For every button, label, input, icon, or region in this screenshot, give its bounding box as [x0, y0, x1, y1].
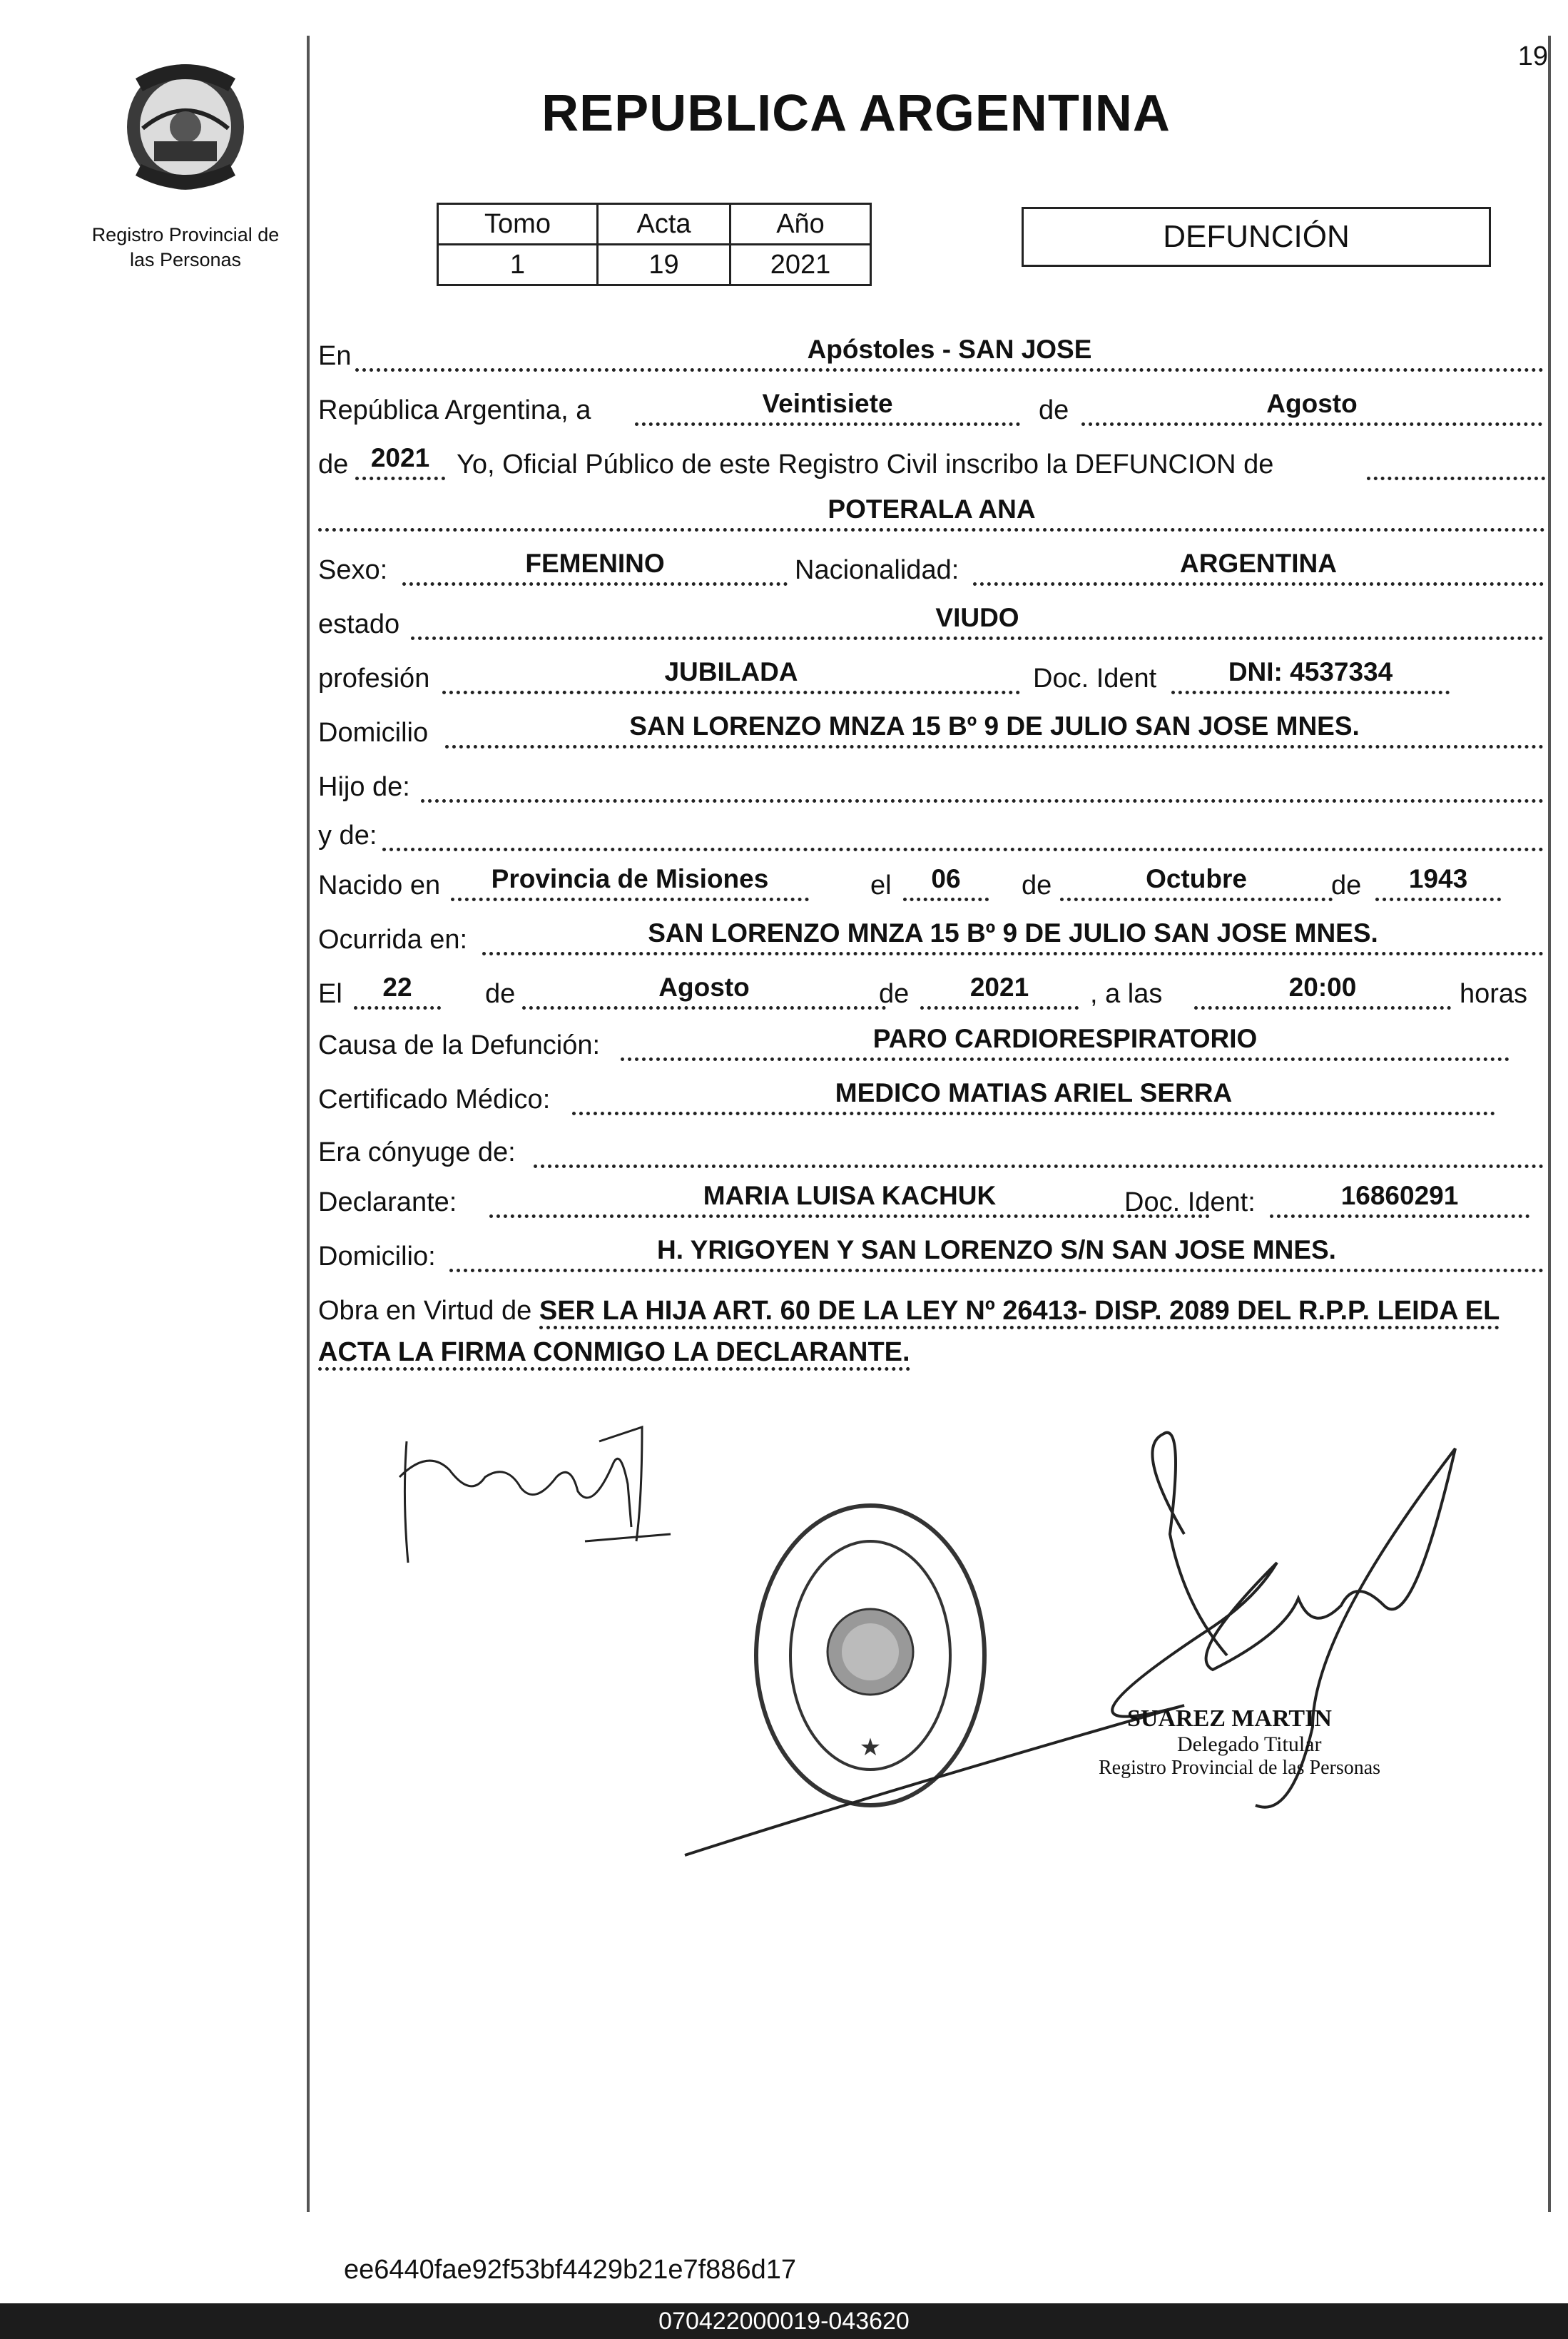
document-title: REPUBLICA ARGENTINA: [541, 85, 1171, 142]
def-de-label-1: de: [485, 979, 516, 1009]
horas-label: horas: [1460, 979, 1528, 1009]
row-anio: [318, 444, 1547, 487]
domicilio-label: Domicilio: [318, 718, 429, 748]
nacido-value: Provincia de Misiones: [451, 865, 809, 901]
official-signature: [671, 1420, 1484, 1884]
official-org: Registro Provincial de las Personas: [1099, 1757, 1381, 1779]
domicilio2-label: Domicilio:: [318, 1242, 436, 1272]
sexo-label: Sexo:: [318, 555, 388, 585]
el-label: el: [870, 871, 892, 900]
yde-value: [382, 815, 1544, 851]
row-sexo: [318, 549, 1547, 592]
conyuge-value: [534, 1132, 1544, 1168]
en-value: Apóstoles - SAN JOSE: [355, 335, 1544, 372]
declarante-signature: [385, 1420, 685, 1584]
row-yde: [318, 815, 1547, 858]
registro-line-2: las Personas: [129, 249, 242, 270]
ocurrida-label: Ocurrida en:: [318, 925, 468, 955]
row-declarante: [318, 1182, 1547, 1224]
tomo-value: 1: [438, 245, 598, 285]
estado-value: VIUDO: [411, 604, 1544, 640]
nac-anio-value: 1943: [1375, 865, 1501, 901]
nac-de-label-1: de: [1022, 871, 1052, 900]
def-mes-value: Agosto: [522, 973, 886, 1010]
hijo-value: [421, 766, 1544, 803]
cert-value: MEDICO MATIAS ARIEL SERRA: [572, 1079, 1495, 1115]
row-domicilio: [318, 712, 1547, 755]
nacido-label: Nacido en: [318, 871, 441, 900]
hora-value: 20:00: [1194, 973, 1451, 1010]
tomo-acta-anio-table: [437, 203, 872, 286]
official-stamp-text: [1099, 1705, 1484, 1780]
yo-text: Yo, Oficial Público de este Registro Civil inscribo la DEFUNCION de: [457, 450, 1274, 480]
hijo-label: Hijo de:: [318, 772, 410, 802]
profesion-value: JUBILADA: [442, 658, 1020, 694]
mes-value: Agosto: [1081, 390, 1542, 426]
domicilio-value: SAN LORENZO MNZA 15 Bº 9 DE JULIO SAN JOSE MNES.: [445, 712, 1544, 749]
doc2-value: 16860291: [1270, 1182, 1529, 1218]
de-label-2: de: [318, 450, 349, 480]
row-hijo: [318, 766, 1547, 809]
causa-value: PARO CARDIORESPIRATORIO: [621, 1025, 1510, 1061]
row-republica: [318, 390, 1547, 432]
nac-dia-value: 06: [903, 865, 989, 901]
dia-texto-value: Veintisiete: [635, 390, 1020, 426]
registro-provincial-caption: [78, 223, 292, 273]
official-name: SUAREZ MARTIN: [1127, 1705, 1332, 1732]
row-causa: [318, 1025, 1547, 1067]
row-conyuge: [318, 1132, 1547, 1174]
doc2-label: Doc. Ident:: [1124, 1187, 1256, 1217]
anio-value: 2021: [730, 245, 871, 285]
obra-value: SER LA HIJA ART. 60 DE LA LEY Nº 26413- DISP. 2089 DEL R.P.P. LEIDA EL ACTA LA FIRMA CONMIGO LA DECLARANTE.: [318, 1296, 1500, 1371]
def-anio-value: 2021: [920, 973, 1079, 1010]
estado-label: estado: [318, 609, 400, 639]
domicilio2-value: H. YRIGOYEN Y SAN LORENZO S/N SAN JOSE MNES.: [449, 1236, 1544, 1272]
conyuge-label: Era cónyuge de:: [318, 1137, 516, 1167]
nacionalidad-value: ARGENTINA: [973, 549, 1544, 586]
causa-label: Causa de la Defunción:: [318, 1030, 601, 1060]
nac-de-label-2: de: [1331, 871, 1362, 900]
alas-label: , a las: [1090, 979, 1163, 1009]
doc-value: DNI: 4537334: [1171, 658, 1450, 694]
row-profesion: [318, 658, 1547, 701]
el2-label: El: [318, 979, 342, 1009]
nac-mes-value: Octubre: [1060, 865, 1333, 901]
acta-header: Acta: [598, 204, 730, 245]
page-number: 19: [1517, 41, 1548, 71]
row-estado: [318, 604, 1547, 646]
row-fecha-defuncion: [318, 973, 1547, 1016]
registro-line-1: Registro Provincial de: [91, 224, 280, 245]
obra-en-virtud: [318, 1290, 1547, 1373]
row-nombre: [318, 495, 1547, 538]
declarante-label: Declarante:: [318, 1187, 457, 1217]
anio-header: Año: [730, 204, 871, 245]
de-label-1: de: [1039, 395, 1069, 425]
profesion-label: profesión: [318, 664, 430, 694]
yo-blank: [1367, 444, 1545, 480]
row-certificado: [318, 1079, 1547, 1122]
anio-value: 2021: [355, 444, 445, 480]
doc-label: Doc. Ident: [1033, 664, 1157, 694]
row-ocurrida: [318, 919, 1547, 962]
obra-label: Obra en Virtud de: [318, 1296, 532, 1326]
footer-code: 070422000019-043620: [658, 2308, 910, 2335]
acta-value: 19: [598, 245, 730, 285]
declarante-value: MARIA LUISA KACHUK: [489, 1182, 1210, 1218]
official-role: Delegado Titular: [1177, 1732, 1322, 1756]
document-hash: ee6440fae92f53bf4429b21e7f886d17: [344, 2255, 796, 2285]
sexo-value: FEMENINO: [402, 549, 788, 586]
nacionalidad-label: Nacionalidad:: [795, 555, 959, 585]
yde-label: y de:: [318, 821, 377, 851]
row-en: [318, 335, 1547, 378]
cert-label: Certificado Médico:: [318, 1085, 551, 1115]
right-margin-line: [1548, 36, 1551, 2212]
nombre-value: POTERALA ANA: [318, 495, 1545, 532]
en-label: En: [318, 341, 352, 371]
row-nacido: [318, 865, 1547, 908]
footer-code-bar: [0, 2303, 1568, 2339]
republica-label: República Argentina, a: [318, 395, 591, 425]
tomo-header: Tomo: [438, 204, 598, 245]
document-type-box: DEFUNCIÓN: [1022, 207, 1491, 267]
ocurrida-value: SAN LORENZO MNZA 15 Bº 9 DE JULIO SAN JOSE MNES.: [482, 919, 1544, 955]
svg-text:★: ★: [859, 1734, 882, 1761]
row-domicilio-declarante: [318, 1236, 1547, 1279]
def-de-label-2: de: [879, 979, 910, 1009]
left-margin-line: [307, 36, 310, 2212]
def-dia-value: 22: [354, 973, 441, 1010]
provincia-misiones-logo: [114, 50, 257, 200]
